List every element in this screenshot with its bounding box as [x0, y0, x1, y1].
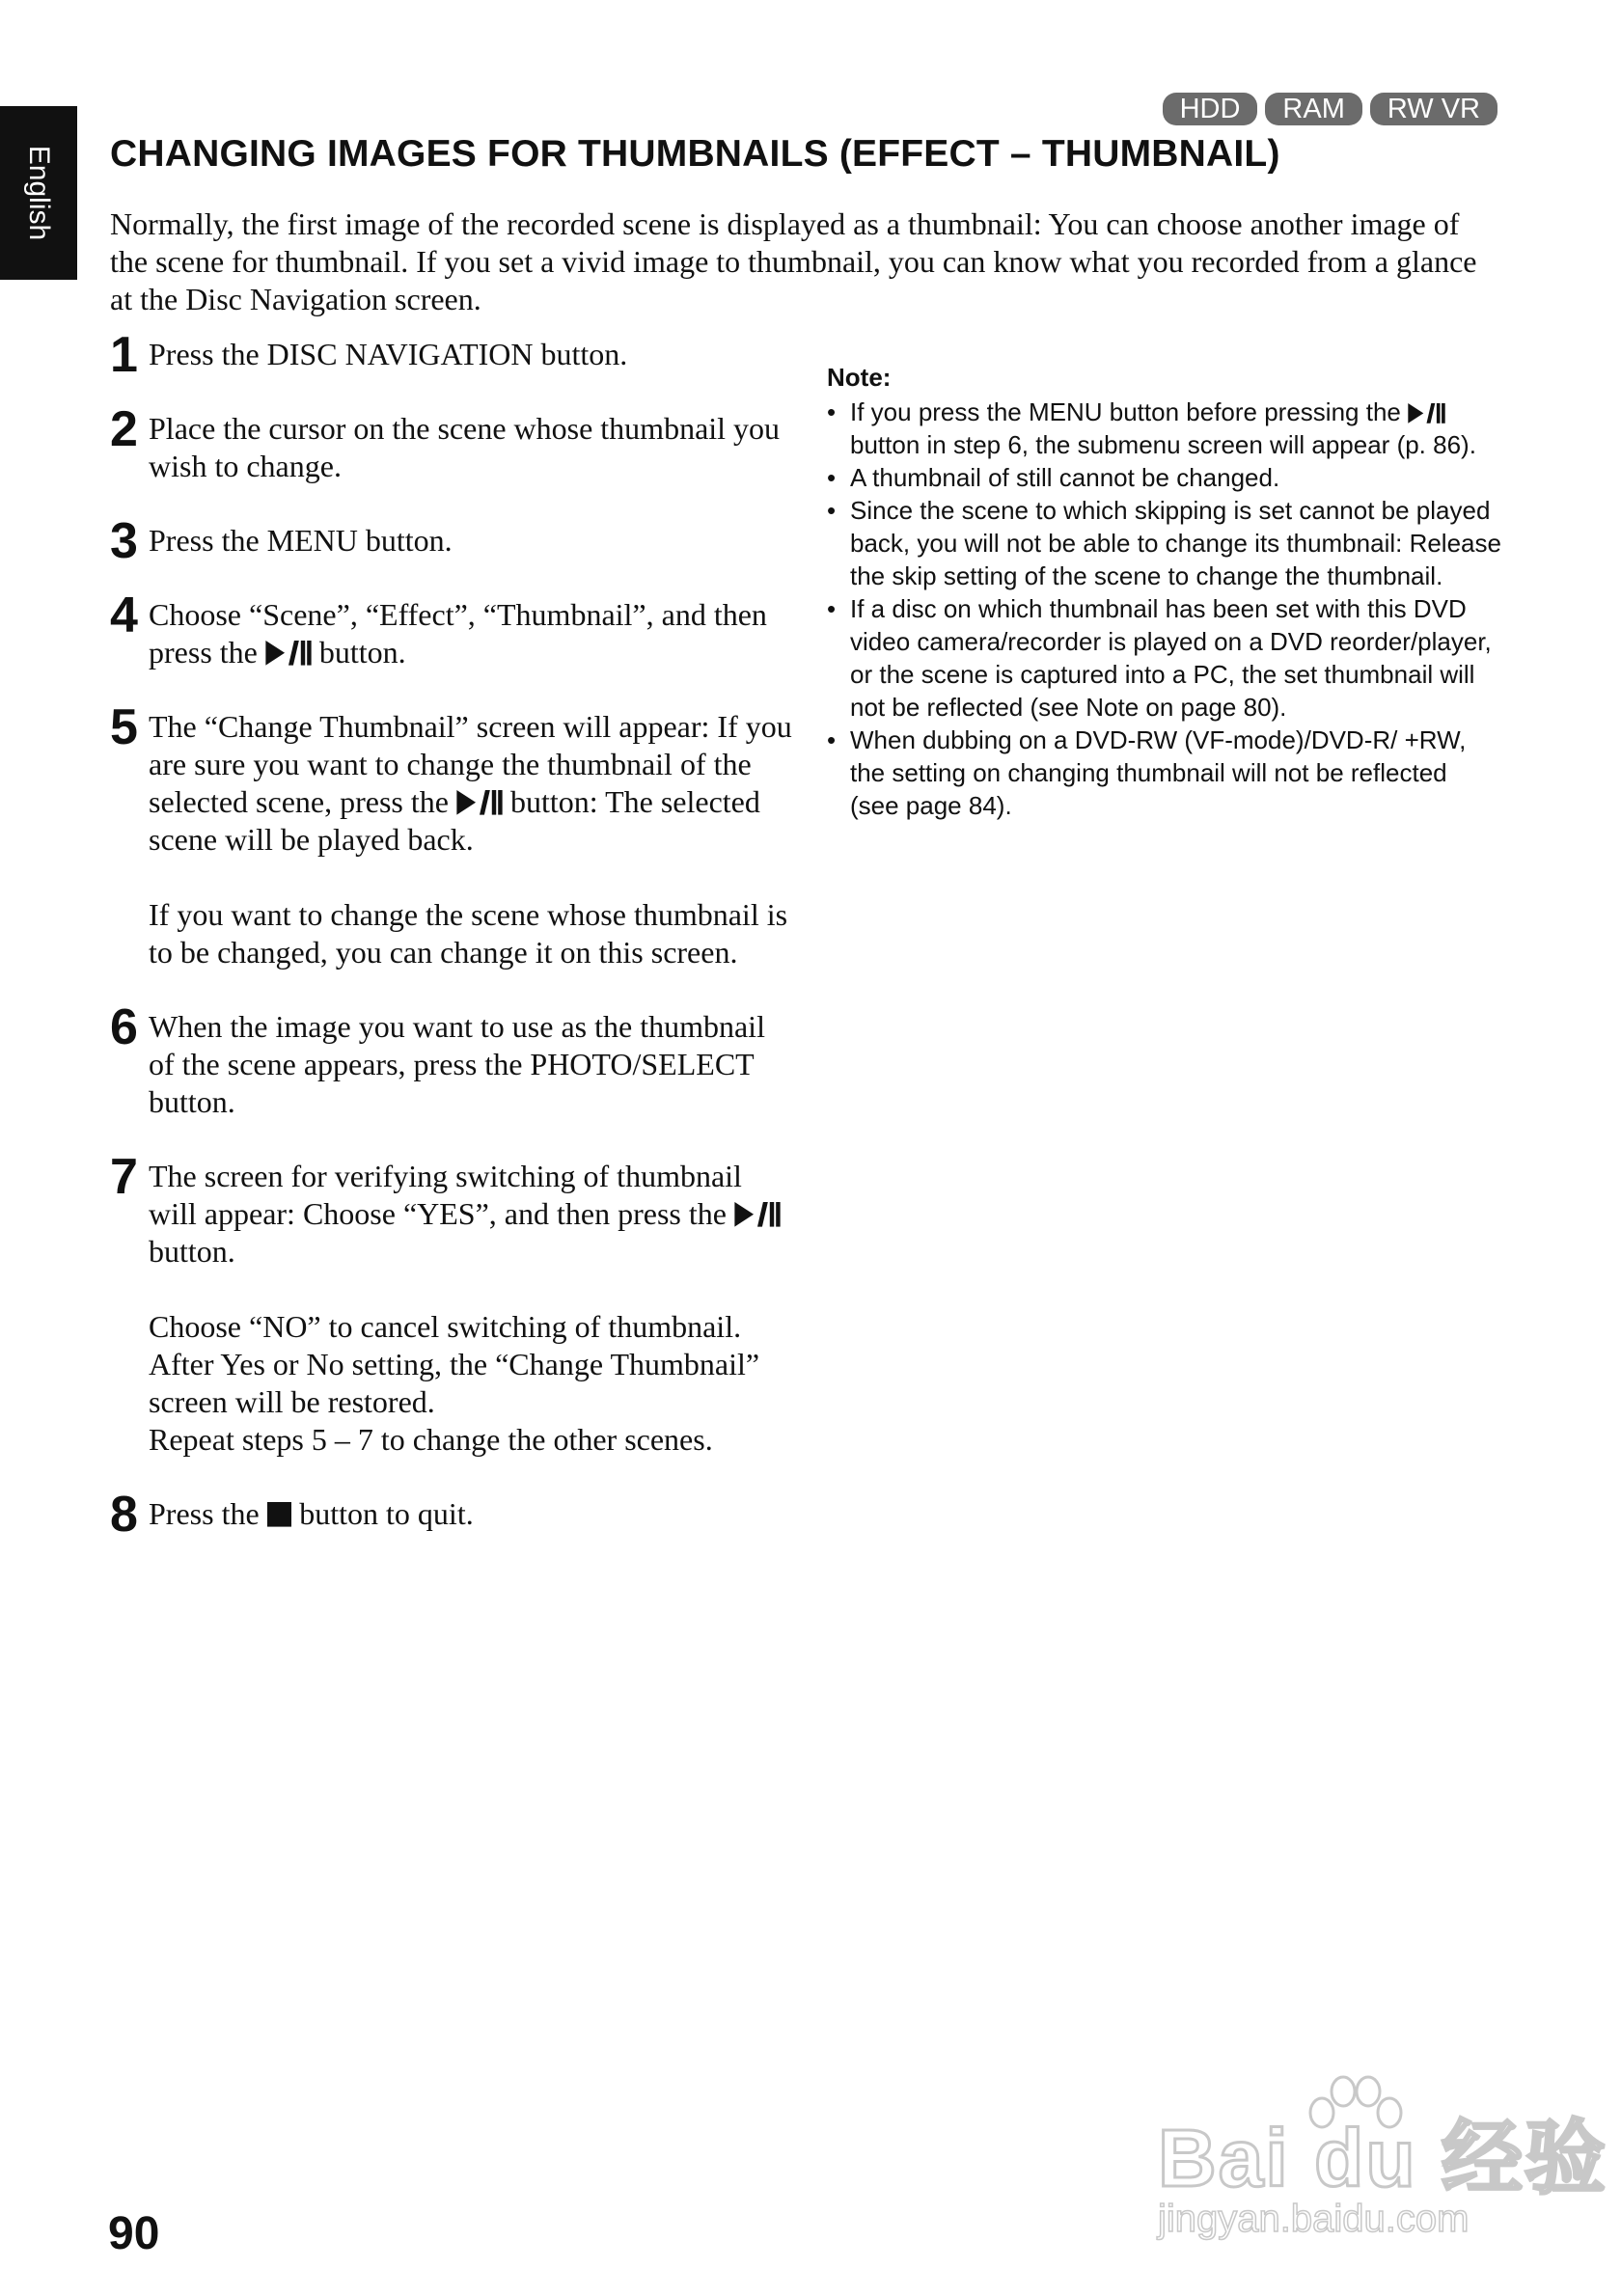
step-number: 8: [110, 1487, 138, 1543]
step-text: Choose “NO” to cancel switching of thumbnail. After Yes or No setting, the “Change Thumbnail” screen will be restored. Repeat steps 5 – 7 to change the other scenes.: [149, 1309, 760, 1457]
note-item: • When dubbing on a DVD-RW (VF-mode)/DVD-R/ +RW, the setting on changing thumbnail will not be reflected (see page 84).: [827, 724, 1502, 822]
step-number: 6: [110, 999, 138, 1055]
watermark-logo: Bai du 经验: [1158, 2113, 1608, 2203]
page-title: CHANGING IMAGES FOR THUMBNAILS (EFFECT – THUMBNAIL): [110, 133, 1280, 175]
step-text: Press the MENU button.: [149, 523, 453, 558]
note-heading: Note:: [827, 363, 892, 392]
media-badges: [1163, 93, 1497, 125]
language-tab: [0, 106, 77, 280]
play-pause-icon: [456, 790, 503, 815]
badge-hdd: HDD: [1163, 93, 1258, 125]
step-number: 2: [110, 401, 138, 457]
step-number: 4: [110, 588, 138, 643]
play-pause-icon: [1408, 403, 1445, 424]
step-5: [110, 699, 795, 971]
step-4: [110, 588, 795, 671]
step-text: Choose “Scene”, “Effect”, “Thumbnail”, and then press the button.: [149, 597, 767, 670]
step-text: If you want to change the scene whose thumbnail is to be changed, you can change it on this screen.: [149, 897, 788, 970]
step-text: When the image you want to use as the thumbnail of the scene appears, press the PHOTO/SELECT button.: [149, 1009, 765, 1119]
steps-list: [110, 327, 795, 1570]
note-list: [827, 396, 1502, 822]
step-number: 5: [110, 699, 138, 755]
step-text: Press the DISC NAVIGATION button.: [149, 337, 628, 371]
play-pause-icon: [734, 1202, 781, 1227]
intro-paragraph: Normally, the first image of the recorded scene is displayed as a thumbnail: You can choose another image of the scene for thumbnail. If you set a vivid image to thumbnail, you can know what you recorded from a glance at the Disc Navigation screen.: [110, 206, 1477, 316]
step-3: [110, 513, 795, 569]
step-8: [110, 1487, 795, 1543]
watermark-url: jingyan.baidu.com: [1158, 2198, 1470, 2240]
watermark: [1158, 2074, 1608, 2248]
step-1: [110, 327, 795, 383]
play-pause-icon: [265, 641, 312, 666]
step-6: [110, 999, 795, 1121]
step-text: Press the button to quit.: [149, 1496, 474, 1531]
note-item: • If you press the MENU button before pressing the button in step 6, the submenu screen will appear (p. 86).: [827, 396, 1502, 461]
language-tab-label: English: [23, 145, 55, 241]
step-text: The “Change Thumbnail” screen will appear: If you are sure you want to change the thumbnail of the selected scene, press the button: The selected scene will be played back.: [149, 709, 792, 857]
step-7: [110, 1149, 795, 1459]
note-item: • A thumbnail of still cannot be changed.: [827, 461, 1502, 494]
step-2: [110, 401, 795, 485]
note-box: [827, 361, 1502, 822]
step-text: The screen for verifying switching of thumbnail will appear: Choose “YES”, and then press the button.: [149, 1158, 795, 1271]
step-number: 3: [110, 513, 138, 569]
badge-ram: RAM: [1265, 93, 1361, 125]
step-number: 7: [110, 1149, 138, 1205]
note-item: • Since the scene to which skipping is set cannot be played back, you will not be able to change its thumbnail: Release the skip setting of the scene to change the thumbnail.: [827, 494, 1502, 592]
step-text: Place the cursor on the scene whose thumbnail you wish to change.: [149, 411, 781, 483]
badge-rw-vr: RW VR: [1370, 93, 1497, 125]
note-item: • If a disc on which thumbnail has been set with this DVD video camera/recorder is played on a DVD reorder/player, or the scene is captured into a PC, the set thumbnail will not be reflected (see Note on page 80).: [827, 592, 1502, 724]
page-number: 90: [108, 2208, 160, 2259]
step-number: 1: [110, 327, 138, 383]
stop-icon: [267, 1502, 292, 1527]
